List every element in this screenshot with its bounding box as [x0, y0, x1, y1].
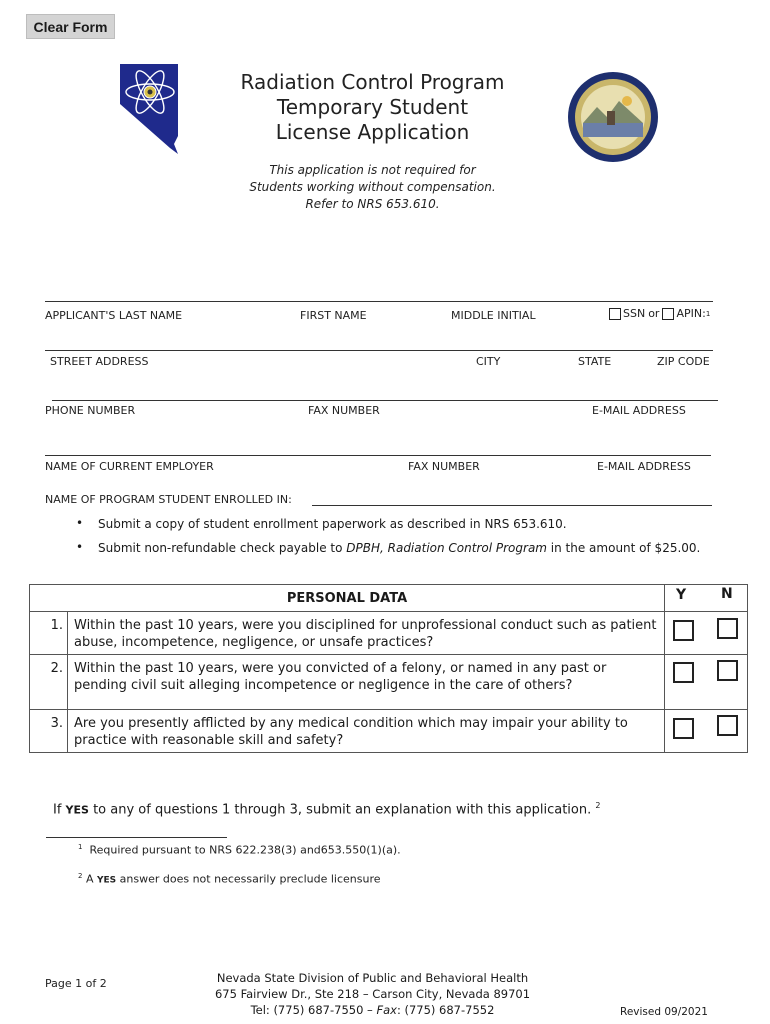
apin-checkbox[interactable] — [662, 308, 674, 320]
no-checkbox-2[interactable] — [717, 660, 738, 681]
answer-cell — [665, 710, 748, 753]
yes-checkbox-1[interactable] — [673, 620, 694, 641]
ssn-label: SSN — [623, 307, 646, 320]
form-title: Radiation Control Program Temporary Student License Application — [240, 70, 505, 144]
yes-checkbox-3[interactable] — [673, 718, 694, 739]
question-number: 1. — [30, 612, 68, 655]
address-line[interactable] — [45, 350, 713, 351]
ssn-apin-group — [609, 307, 710, 320]
or-label: or — [648, 307, 660, 320]
first-name-label: FIRST NAME — [300, 309, 367, 322]
bullet-2: Submit non-refundable check payable to DPBH, Radiation Control Program in the amount of $25.00. — [98, 541, 701, 555]
email-address-label: E-MAIL ADDRESS — [592, 404, 686, 417]
city-label: CITY — [476, 355, 501, 368]
question-number: 2. — [30, 655, 68, 710]
phone-number-label: PHONE NUMBER — [45, 404, 136, 417]
name-line[interactable] — [45, 301, 713, 302]
question-text: Within the past 10 years, were you convicted of a felony, or named in any past or pending civil suit alleging incompetence or negligence in the care of others? — [68, 655, 665, 710]
ssn-checkbox[interactable] — [609, 308, 621, 320]
question-row-2 — [30, 655, 748, 710]
question-text: Within the past 10 years, were you disciplined for unprofessional conduct such as patient abuse, incompetence, negligence, or unsafe practices? — [68, 612, 665, 655]
apin-label: APIN: — [676, 307, 706, 320]
question-row-3 — [30, 710, 748, 753]
employer-name-label: NAME OF CURRENT EMPLOYER — [45, 460, 214, 473]
footnote-1: $^1$ Required pursuant to NRS 622.238(3) and653.550(1)(a). — [78, 843, 401, 857]
employer-line[interactable] — [45, 455, 711, 456]
zip-code-label: ZIP CODE — [657, 355, 710, 368]
clear-form-button[interactable]: Clear Form — [26, 14, 115, 39]
form-subtitle: This application is not required for Students working without compensation. Refer to NRS 653.610. — [249, 163, 496, 211]
page-number: Page 1 of 2 — [45, 977, 107, 990]
personal-data-table — [29, 584, 748, 753]
program-line[interactable] — [312, 505, 712, 506]
yes-no-header — [665, 585, 748, 612]
fax-number-label: FAX NUMBER — [308, 404, 380, 417]
no-checkbox-1[interactable] — [717, 618, 738, 639]
middle-initial-label: MIDDLE INITIAL — [451, 309, 536, 322]
question-number: 3. — [30, 710, 68, 753]
agency-address: 675 Fairview Dr., Ste 218 – Carson City, Nevada 89701 — [214, 987, 531, 1001]
agency-footer — [200, 970, 545, 1018]
revised-date: Revised 09/2021 — [620, 1006, 708, 1018]
footnote-separator — [46, 837, 227, 838]
question-text: Are you presently afflicted by any medical condition which may impair your ability to practice with reasonable skill and safety? — [68, 710, 665, 753]
employer-fax-label: FAX NUMBER — [408, 460, 480, 473]
bullet-1-dot: • — [76, 516, 84, 530]
question-row-1 — [30, 612, 748, 655]
no-checkbox-3[interactable] — [717, 715, 738, 736]
explanation-note: If YES to any of questions 1 through 3, submit an explanation with this application. $^2$ — [53, 801, 601, 818]
bullet-2-dot: • — [76, 540, 84, 554]
street-address-label: STREET ADDRESS — [50, 355, 149, 368]
yes-header: Y — [676, 587, 687, 603]
no-header: N — [721, 586, 733, 602]
state-seal — [567, 71, 659, 167]
footnote-ref-1: 1 — [705, 309, 711, 318]
state-label: STATE — [578, 355, 612, 368]
personal-data-heading: PERSONAL DATA — [30, 585, 665, 612]
agency-name: Nevada State Division of Public and Behavioral Health — [216, 971, 529, 985]
answer-cell — [665, 655, 748, 710]
phone-line[interactable] — [52, 400, 718, 401]
footnote-2: $^2$ A YES answer does not necessarily preclude licensure — [78, 872, 381, 886]
program-label: NAME OF PROGRAM STUDENT ENROLLED IN: — [45, 493, 292, 506]
bullet-1: Submit a copy of student enrollment paperwork as described in NRS 653.610. — [98, 517, 567, 531]
agency-contact: Tel: (775) 687-7550 – Fax: (775) 687-7552 — [250, 1003, 495, 1017]
employer-email-label: E-MAIL ADDRESS — [597, 460, 691, 473]
nevada-atom-logo — [118, 62, 180, 158]
last-name-label: APPLICANT'S LAST NAME — [45, 309, 183, 322]
yes-checkbox-2[interactable] — [673, 662, 694, 683]
answer-cell — [665, 612, 748, 655]
